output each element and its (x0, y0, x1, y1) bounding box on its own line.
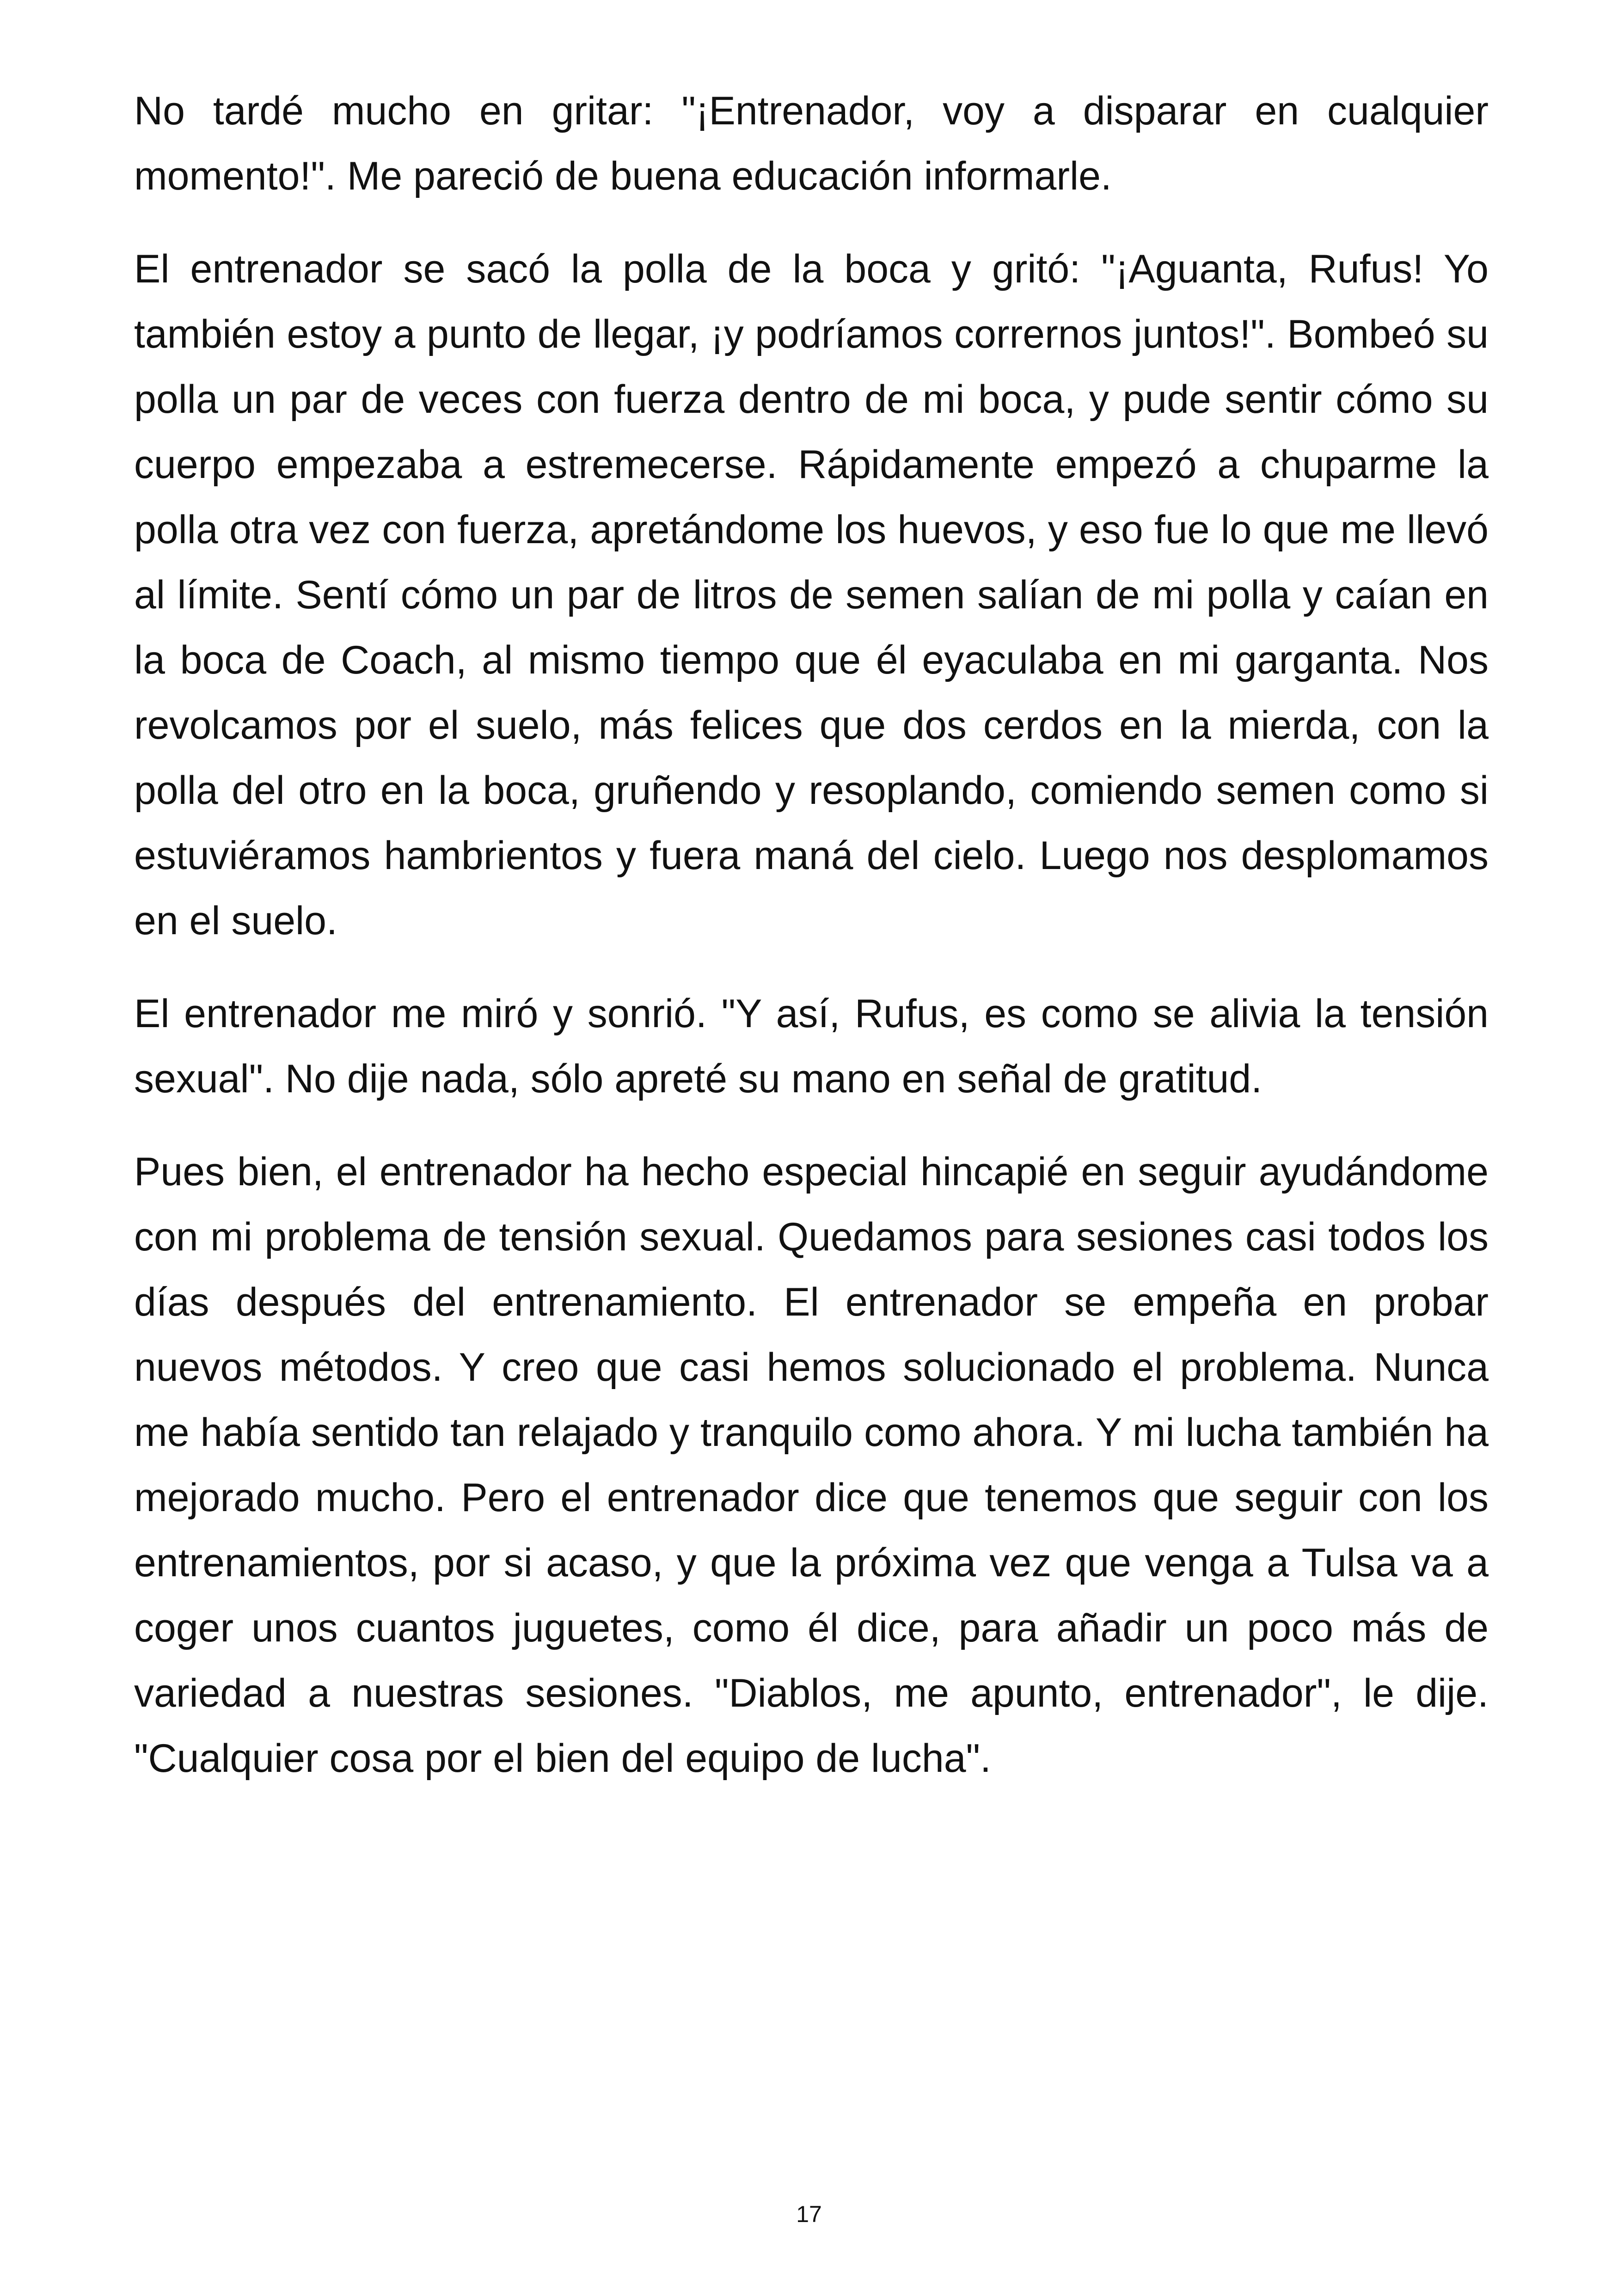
page-number: 17 (796, 2201, 822, 2227)
paragraph-4: Pues bien, el entrenador ha hecho especial hincapié en seguir ayudándome con mi problema de tensión sexual. Quedamos para sesiones casi todos los días después del entrenamiento. El entrenador se empeña en probar nuevos métodos. Y creo que casi hemos solucionado el problema. Nunca me había sentido tan relajado y tranquilo como ahora. Y mi lucha también ha mejorado mucho. Pero el entrenador dice que tenemos que seguir con los entrenamientos, por si acaso, y que la próxima vez que venga a Tulsa va a coger unos cuantos juguetes, como él dice, para añadir un poco más de variedad a nuestras sesiones. "Diablos, me apunto, entrenador", le dije. "Cualquier cosa por el bien del equipo de lucha". (134, 1150, 1489, 1781)
page-body (134, 79, 1489, 1819)
paragraph-2: El entrenador se sacó la polla de la boca y gritó: "¡Aguanta, Rufus! Yo también estoy a punto de llegar, ¡y podríamos corrernos juntos!". Bombeó su polla un par de veces con fuerza dentro de mi boca, y pude sentir cómo su cuerpo empezaba a estremecerse. Rápidamente empezó a chuparme la polla otra vez con fuerza, apretándome los huevos, y eso fue lo que me llevó al límite. Sentí cómo un par de litros de semen salían de mi polla y caían en la boca de Coach, al mismo tiempo que él eyaculaba en mi garganta. Nos revolcamos por el suelo, más felices que dos cerdos en la mierda, con la polla del otro en la boca, gruñendo y resoplando, comiendo semen como si estuviéramos hambrientos y fuera maná del cielo. Luego nos desplomamos en el suelo. (134, 247, 1489, 943)
paragraph-1: No tardé mucho en gritar: "¡Entrenador, voy a disparar en cualquier momento!". Me pareció de buena educación informarle. (134, 89, 1489, 198)
paragraph-3: El entrenador me miró y sonrió. "Y así, Rufus, es como se alivia la tensión sexual". No dije nada, sólo apreté su mano en señal de gratitud. (134, 992, 1489, 1101)
